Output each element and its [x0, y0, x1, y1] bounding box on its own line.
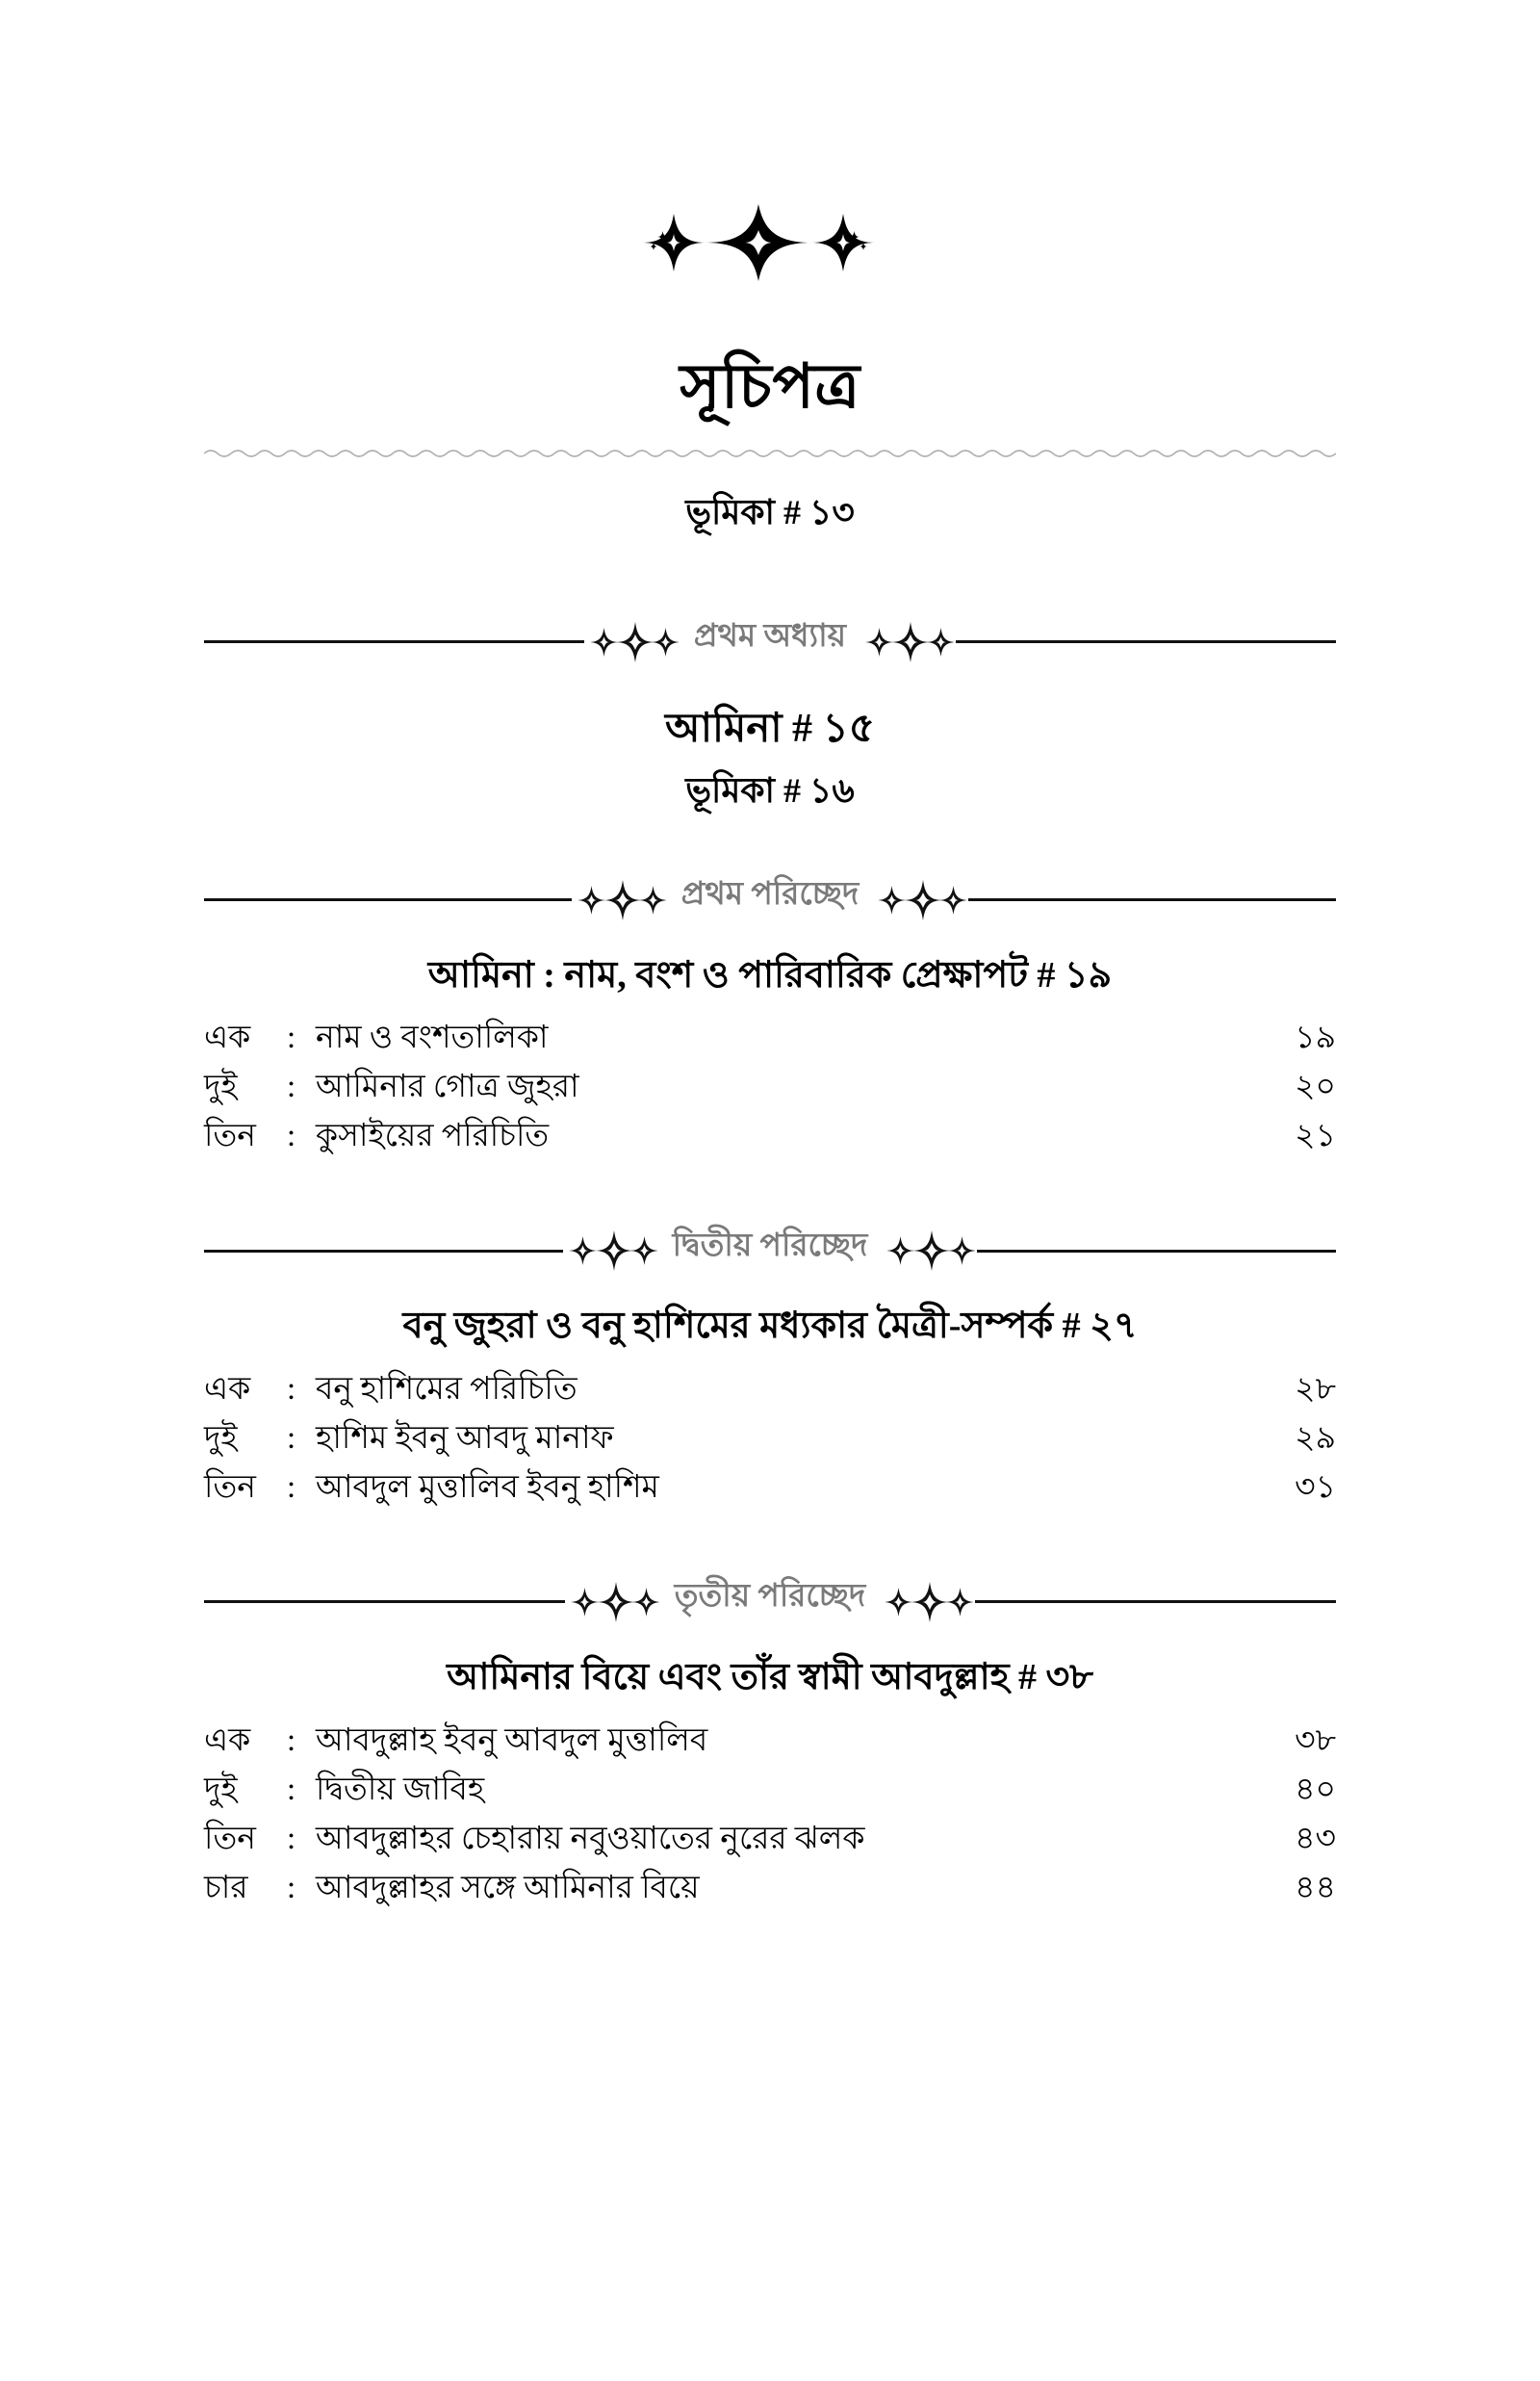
divider-rule-right [975, 1600, 1336, 1603]
entry-number: চার [204, 1870, 248, 1905]
entry-page-number: ২৮ [1295, 1371, 1336, 1407]
divider-ornament-left [565, 1580, 661, 1624]
four-pointed-star-trio-small-icon [881, 1580, 973, 1624]
divider-ornament-left [563, 1229, 659, 1273]
toc-entry-row[interactable] [204, 1063, 1336, 1112]
four-pointed-star-trio-small-icon [883, 1229, 975, 1273]
section-entries [204, 1014, 1336, 1161]
section-title: বনু জুহরা ও বনু হাশিমের মধ্যকার মৈত্রী-সম্পর্ক # ২৭ [402, 1306, 1138, 1347]
entry-label: কুসাইয়ের পরিচিতি [316, 1119, 550, 1154]
entry-number: এক [204, 1371, 251, 1407]
entry-page-number: ২১ [1295, 1119, 1336, 1154]
entry-number: দুই [204, 1420, 238, 1456]
entry-number: এক [204, 1722, 251, 1758]
divider-label-section: তৃতীয় পরিচ্ছেদ [674, 1579, 866, 1615]
entry-page-number: ১৯ [1295, 1021, 1336, 1056]
entry-colon: : [287, 1420, 296, 1456]
divider-label-chapter: প্রথম অধ্যায় [693, 619, 847, 655]
toc-entry-row[interactable] [204, 1112, 1336, 1161]
sections-container [0, 878, 1540, 1913]
section-title: আমিনা : নাম, বংশ ও পারিবারিক প্রেক্ষাপট # ১৯ [427, 954, 1113, 996]
entry-colon: : [287, 1371, 296, 1407]
toc-entry-row[interactable] [204, 1365, 1336, 1414]
wavy-separator-icon [204, 447, 1336, 460]
divider-section [204, 1229, 1336, 1273]
entry-number: তিন [204, 1119, 256, 1154]
divider-chapter [204, 620, 1336, 664]
entry-colon: : [287, 1070, 296, 1105]
divider-ornament-left [584, 620, 680, 664]
divider-rule-left [204, 1250, 563, 1253]
toc-entry-row[interactable] [204, 1717, 1336, 1766]
toc-section-1 [0, 878, 1540, 1162]
entry-page-number: ২৯ [1295, 1420, 1336, 1456]
entry-colon: : [287, 1870, 296, 1905]
four-pointed-star-trio-small-icon [574, 878, 666, 922]
divider-ornament-right [872, 878, 968, 922]
four-pointed-star-trio-small-icon [874, 878, 966, 922]
four-pointed-star-trio-small-icon [565, 1229, 657, 1273]
divider-label-section: দ্বিতীয় পরিচ্ছেদ [672, 1228, 868, 1263]
section-title: আমিনার বিয়ে এবং তাঁর স্বামী আবদুল্লাহ # ৩৮ [447, 1656, 1093, 1697]
entry-page-number: ৩১ [1295, 1469, 1336, 1505]
chapter-subtitle: ভূমিকা # ১৬ [685, 770, 855, 810]
four-pointed-star-trio-icon [611, 204, 929, 281]
entry-number: দুই [204, 1070, 238, 1105]
entry-colon: : [287, 1722, 296, 1758]
toc-entry-row[interactable] [204, 1463, 1336, 1513]
divider-rule-right [968, 898, 1336, 901]
entry-page-number: ৪০ [1295, 1772, 1336, 1807]
entry-page-number: ৩৮ [1295, 1722, 1336, 1758]
toc-entry-row[interactable] [204, 1766, 1336, 1815]
divider-rule-right [956, 640, 1336, 643]
chapter-title: আমিনা # ১৫ [664, 706, 876, 751]
divider-label-section: প্রথম পরিচ্ছেদ [680, 877, 860, 913]
top-ornament [611, 0, 929, 281]
entry-label: দ্বিতীয় জাবিহ [316, 1772, 485, 1807]
front-matter-preface: ভূমিকা # ১৩ [685, 493, 855, 531]
entry-label: বনু হাশিমের পরিচিতি [316, 1371, 578, 1407]
divider-section [204, 878, 1336, 922]
divider-ornament-right [881, 1229, 977, 1273]
entry-colon: : [287, 1772, 296, 1807]
entry-number: দুই [204, 1772, 238, 1807]
entry-number: তিন [204, 1821, 256, 1856]
entry-colon: : [287, 1119, 296, 1154]
entry-page-number: ৪৩ [1295, 1821, 1336, 1856]
divider-rule-right [977, 1250, 1336, 1253]
entry-colon: : [287, 1821, 296, 1856]
toc-entry-row[interactable] [204, 1414, 1336, 1463]
four-pointed-star-trio-small-icon [586, 620, 679, 664]
entry-colon: : [287, 1469, 296, 1505]
entry-label: আবদুল্লাহর সঙ্গে আমিনার বিয়ে [316, 1870, 700, 1905]
section-entries [204, 1365, 1336, 1513]
entry-page-number: ২০ [1295, 1070, 1336, 1105]
entry-label: আবদুল্লাহর চেহারায় নবুওয়াতের নুরের ঝলক [316, 1821, 865, 1856]
divider-rule-left [204, 898, 572, 901]
toc-entry-row[interactable] [204, 1014, 1336, 1063]
four-pointed-star-trio-small-icon [861, 620, 954, 664]
section-entries [204, 1717, 1336, 1913]
divider-rule-left [204, 1600, 565, 1603]
entry-label: হাশিম ইবনু আবদু মানাফ [316, 1420, 614, 1456]
divider-ornament-left [572, 878, 668, 922]
entry-page-number: ৪৪ [1295, 1870, 1336, 1905]
entry-label: আবদুল্লাহ ইবনু আবদুল মুত্তালিব [316, 1722, 708, 1758]
entry-number: এক [204, 1021, 251, 1056]
divider-section [204, 1580, 1336, 1624]
entry-colon: : [287, 1021, 296, 1056]
toc-section-3 [0, 1580, 1540, 1913]
page-title: সূচিপত্র [680, 352, 860, 421]
entry-number: তিন [204, 1469, 256, 1505]
toc-entry-row[interactable] [204, 1815, 1336, 1864]
entry-label: আবদুল মুত্তালিব ইবনু হাশিম [316, 1469, 659, 1505]
toc-entry-row[interactable] [204, 1864, 1336, 1913]
entry-label: নাম ও বংশতালিকা [316, 1021, 549, 1056]
divider-ornament-right [879, 1580, 975, 1624]
entry-label: আমিনার গোত্র জুহরা [316, 1070, 579, 1105]
divider-rule-left [204, 640, 584, 643]
divider-ornament-right [860, 620, 956, 664]
four-pointed-star-trio-small-icon [567, 1580, 659, 1624]
toc-section-2 [0, 1229, 1540, 1513]
